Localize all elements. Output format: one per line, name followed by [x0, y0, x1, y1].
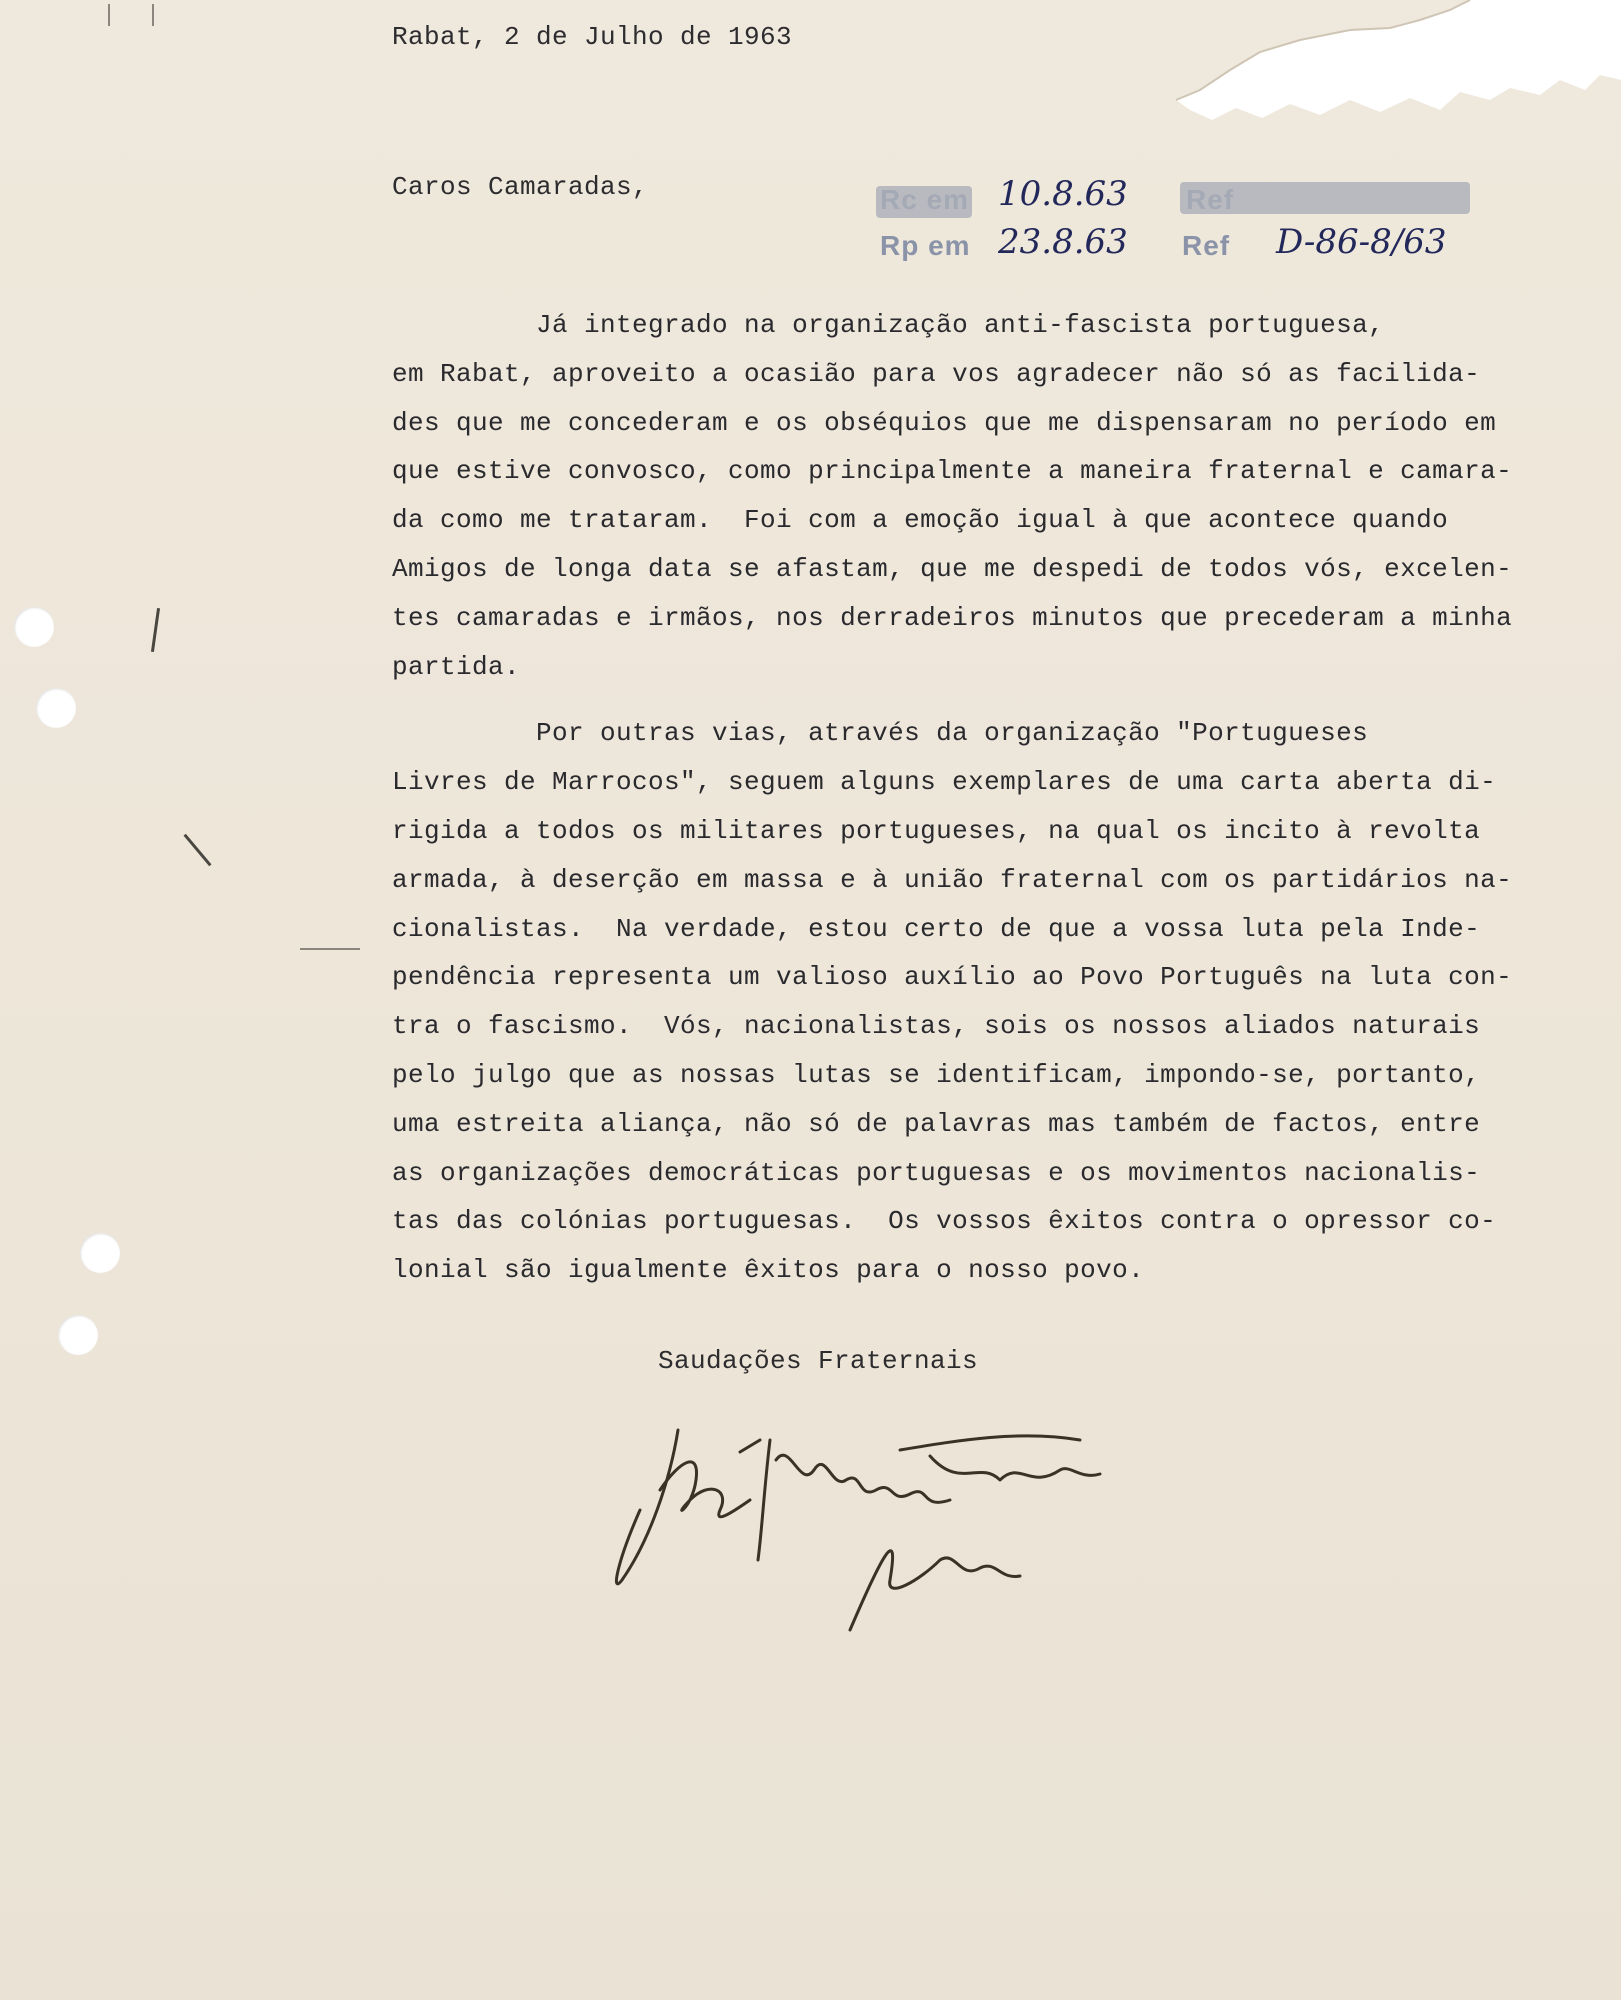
- body-line: rigida a todos os militares portugueses, na qual os incito à revolta: [392, 816, 1481, 846]
- torn-corner: [1000, 0, 1621, 140]
- punch-hole: [80, 1233, 120, 1273]
- punch-hole: [58, 1315, 98, 1355]
- body-line: Livres de Marrocos", seguem alguns exemplares de uma carta aberta di-: [392, 767, 1497, 797]
- body-line: tra o fascismo. Vós, nacionalistas, sois os nossos aliados naturais: [392, 1011, 1481, 1041]
- body-line: cionalistas. Na verdade, estou certo de que a vossa luta pela Inde-: [392, 914, 1481, 944]
- punch-hole: [36, 688, 76, 728]
- stamp-reply-ref: D-86-8/63: [1276, 222, 1447, 262]
- body-line: as organizações democráticas portuguesas e os movimentos nacionalis-: [392, 1158, 1481, 1188]
- margin-mark: [183, 834, 211, 867]
- body-line: lonial são igualmente êxitos para o nosso povo.: [392, 1255, 1145, 1285]
- body-line: em Rabat, aproveito a ocasião para vos agradecer não só as facilida-: [392, 359, 1481, 389]
- body-line: des que me concederam e os obséquios que me dispensaram no período em: [392, 408, 1497, 438]
- closing: Saudações Fraternais: [658, 1346, 979, 1376]
- stamp-received-label: Rc em: [880, 184, 970, 215]
- body-line: Amigos de longa data se afastam, que me despedi de todos vós, excelen-: [392, 554, 1513, 584]
- body-line: tas das colónias portuguesas. Os vossos êxitos contra o opressor co-: [392, 1206, 1497, 1236]
- body-line: que estive convosco, como principalmente a maneira fraternal e camara-: [392, 456, 1513, 486]
- dateline: Rabat, 2 de Julho de 1963: [392, 22, 793, 52]
- body-line: partida.: [392, 652, 521, 682]
- salutation: Caros Camaradas,: [392, 172, 649, 202]
- stamp-reply-label: Rp em: [880, 230, 971, 261]
- body-line: uma estreita aliança, não só de palavras mas também de factos, entre: [392, 1109, 1481, 1139]
- margin-mark: [152, 4, 154, 26]
- body-line: Já integrado na organização anti-fascista portuguesa,: [392, 310, 1385, 340]
- stamp-received-ref-label: Ref: [1186, 184, 1235, 215]
- body-line: da como me trataram. Foi com a emoção igual à que acontece quando: [392, 505, 1449, 535]
- signature: [600, 1400, 1160, 1640]
- stamp-reply-date: 23.8.63: [998, 222, 1128, 262]
- margin-mark: [300, 948, 360, 950]
- stamp-reply-ref-label: Ref: [1182, 230, 1231, 261]
- body-line: pelo julgo que as nossas lutas se identificam, impondo-se, portanto,: [392, 1060, 1481, 1090]
- body-line: Por outras vias, através da organização "Portugueses: [392, 718, 1369, 748]
- margin-mark: [108, 4, 110, 26]
- stamp-received-date: 10.8.63: [998, 174, 1128, 214]
- body-line: armada, à deserção em massa e à união fraternal com os partidários na-: [392, 865, 1513, 895]
- punch-hole: [14, 607, 54, 647]
- body-line: pendência representa um valioso auxílio ao Povo Português na luta con-: [392, 962, 1513, 992]
- margin-mark: [151, 608, 160, 652]
- body-line: tes camaradas e irmãos, nos derradeiros minutos que precederam a minha: [392, 603, 1513, 633]
